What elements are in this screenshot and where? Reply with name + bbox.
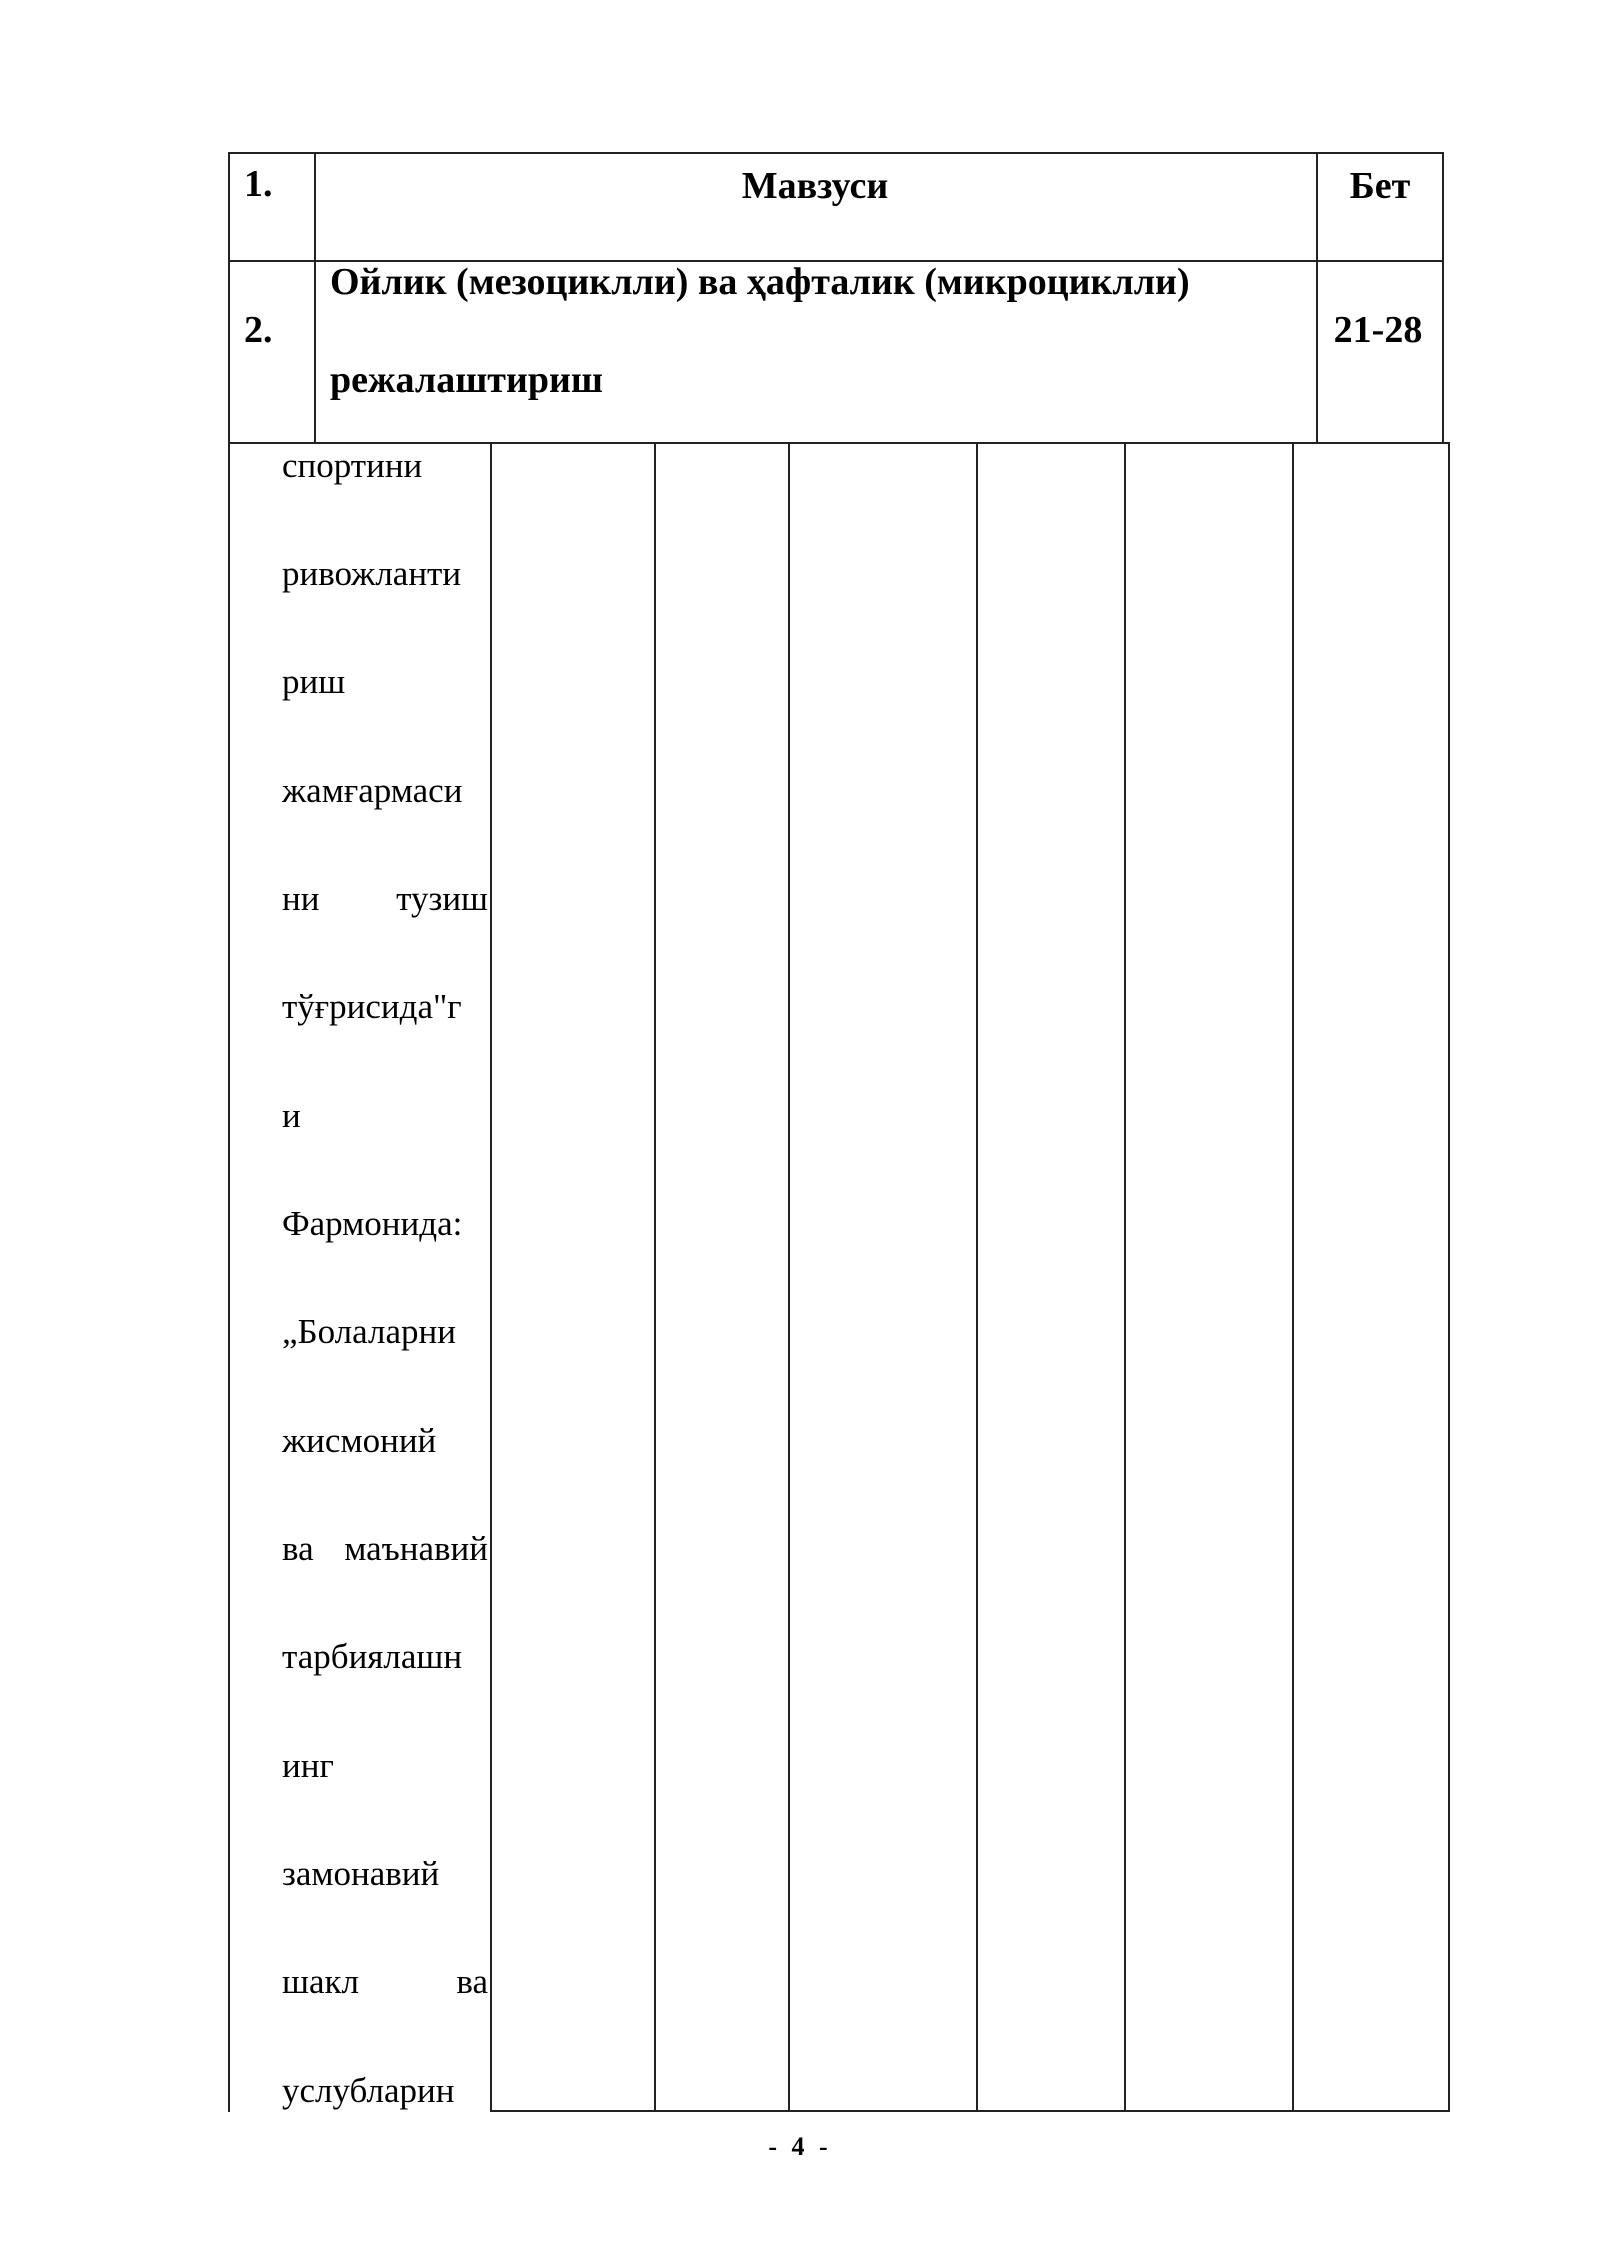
body-text-line: тарбиялашн bbox=[282, 1637, 463, 1676]
row-number-cell: 2. bbox=[244, 309, 273, 351]
body-text-line: Фармонида: bbox=[282, 1204, 463, 1243]
body-text-word: ва bbox=[282, 1529, 314, 1568]
row-title-line-1: Ойлик (мезоциклли) ва ҳафталик (микроциклли) bbox=[330, 261, 1190, 303]
body-text-line: ривожланти bbox=[282, 554, 462, 593]
header-topic-cell: Мавзуси bbox=[741, 165, 889, 207]
table-bottom-border bbox=[490, 2110, 1450, 2112]
body-text-line: спортини bbox=[282, 446, 423, 485]
body-text-line bbox=[282, 1525, 488, 1573]
body-text-line: инг bbox=[282, 1746, 334, 1785]
table-top-border bbox=[490, 442, 1450, 444]
header-number-cell: 1. bbox=[244, 163, 273, 205]
row-title-line-2: режалаштириш bbox=[330, 359, 603, 401]
body-text-line bbox=[282, 1958, 488, 2006]
body-text-word: ва bbox=[456, 1962, 488, 2001]
body-text-line: тўғрисида"г bbox=[282, 987, 462, 1026]
table-right-border bbox=[1448, 442, 1450, 2112]
header-page-cell: Бет bbox=[1349, 165, 1411, 207]
body-text-line: жамғармаси bbox=[282, 771, 463, 810]
table-column-divider bbox=[788, 442, 790, 2112]
body-text-word: ни bbox=[282, 879, 320, 918]
table-left-border bbox=[228, 442, 230, 2112]
contents-table bbox=[228, 152, 1444, 444]
table-column-divider bbox=[976, 442, 978, 2112]
body-text-word: шакл bbox=[282, 1962, 359, 2001]
body-text-line: замонавий bbox=[282, 1854, 440, 1893]
body-text-line bbox=[282, 875, 488, 923]
page-number: - 4 - bbox=[768, 2132, 832, 2161]
body-text-line: услубларин bbox=[282, 2071, 455, 2110]
body-text-line: жисмоний bbox=[282, 1421, 437, 1460]
body-text-line: риш bbox=[282, 662, 346, 701]
table-column-divider bbox=[490, 442, 492, 2112]
body-text-line: и bbox=[282, 1096, 301, 1135]
row-page-cell: 21-28 bbox=[1333, 309, 1423, 351]
table-column-divider bbox=[1124, 442, 1126, 2112]
body-text-line: „Болаларни bbox=[282, 1312, 456, 1351]
body-text-word: тузиш bbox=[396, 879, 488, 918]
table-column-divider bbox=[1292, 442, 1294, 2112]
table-column-divider bbox=[654, 442, 656, 2112]
body-text-word: маънавий bbox=[344, 1529, 488, 1568]
